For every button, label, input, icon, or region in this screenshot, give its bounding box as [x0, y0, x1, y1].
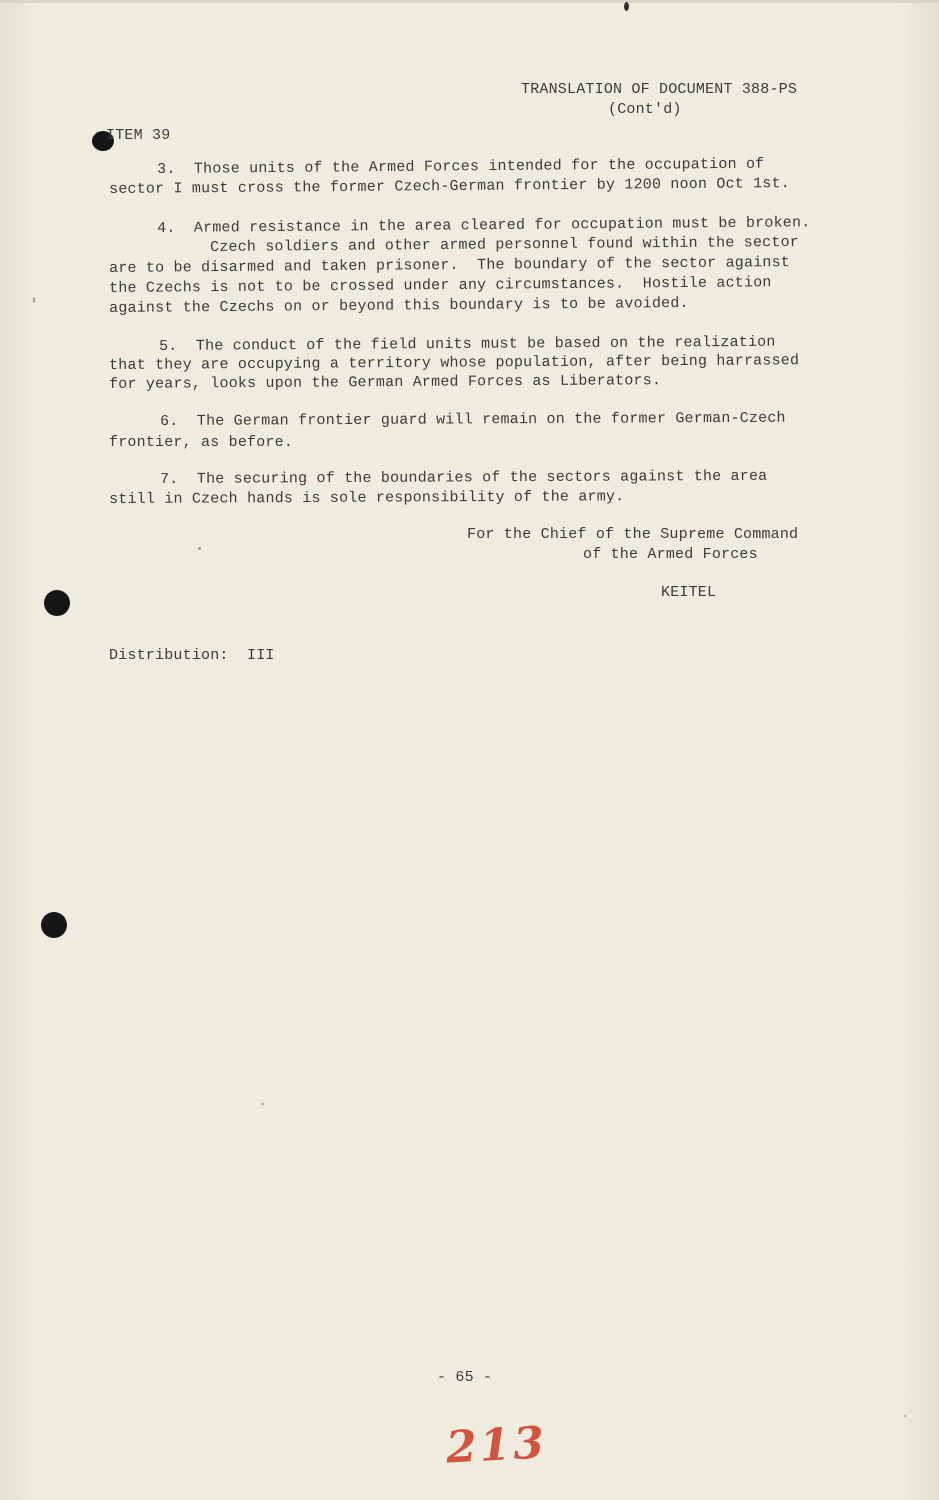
paragraph-3-line-1: 3. Those units of the Armed Forces intended for the occupation of: [157, 155, 765, 178]
handwritten-page-number: 213: [444, 1417, 549, 1474]
document-title: TRANSLATION OF DOCUMENT 388-PS: [521, 81, 798, 98]
punch-hole-middle: [44, 590, 70, 616]
paragraph-4-line-5: against the Czechs on or beyond this boundary is to be avoided.: [109, 294, 689, 317]
scan-speck: [33, 297, 35, 303]
document-subtitle: (Cont'd): [608, 101, 682, 118]
paragraph-6-line-2: frontier, as before.: [109, 434, 294, 451]
paragraph-7-line-1: 7. The securing of the boundaries of the sectors against the area: [160, 467, 768, 488]
paragraph-4-line-4: the Czechs is not to be crossed under any circumstances. Hostile action: [109, 274, 772, 297]
item-label: ITEM 39: [106, 127, 171, 144]
scan-speck: [904, 1415, 906, 1417]
paragraph-7-line-2: still in Czech hands is sole responsibility of the army.: [109, 488, 625, 508]
paragraph-4-line-2: Czech soldiers and other armed personnel found within the sector: [210, 233, 800, 256]
paragraph-3-line-2: sector I must cross the former Czech-German frontier by 1200 noon Oct 1st.: [109, 175, 791, 198]
paragraph-5-line-2: that they are occupying a territory whose population, after being harrassed: [109, 352, 800, 374]
signature-line-2: of the Armed Forces: [583, 546, 758, 563]
paragraph-5-line-1: 5. The conduct of the field units must be based on the realization: [159, 333, 776, 355]
punch-hole-lower: [41, 912, 67, 938]
signature-line-1: For the Chief of the Supreme Command: [467, 526, 799, 543]
page-top-edge: [0, 0, 939, 3]
scan-speck: [198, 547, 201, 550]
paragraph-5-line-3: for years, looks upon the German Armed Forces as Liberators.: [109, 372, 662, 393]
scan-speck: [262, 1103, 264, 1105]
scan-speck: [624, 2, 629, 11]
paragraph-4-line-1: 4. Armed resistance in the area cleared for occupation must be broken.: [157, 214, 811, 237]
distribution-line: Distribution: III: [109, 647, 275, 664]
signature-name: KEITEL: [661, 584, 717, 601]
paragraph-6-line-1: 6. The German frontier guard will remain on the former German-Czech: [160, 409, 786, 430]
paragraph-4-line-3: are to be disarmed and taken prisoner. The boundary of the sector against: [109, 254, 791, 277]
page-number: - 65 -: [437, 1369, 493, 1386]
